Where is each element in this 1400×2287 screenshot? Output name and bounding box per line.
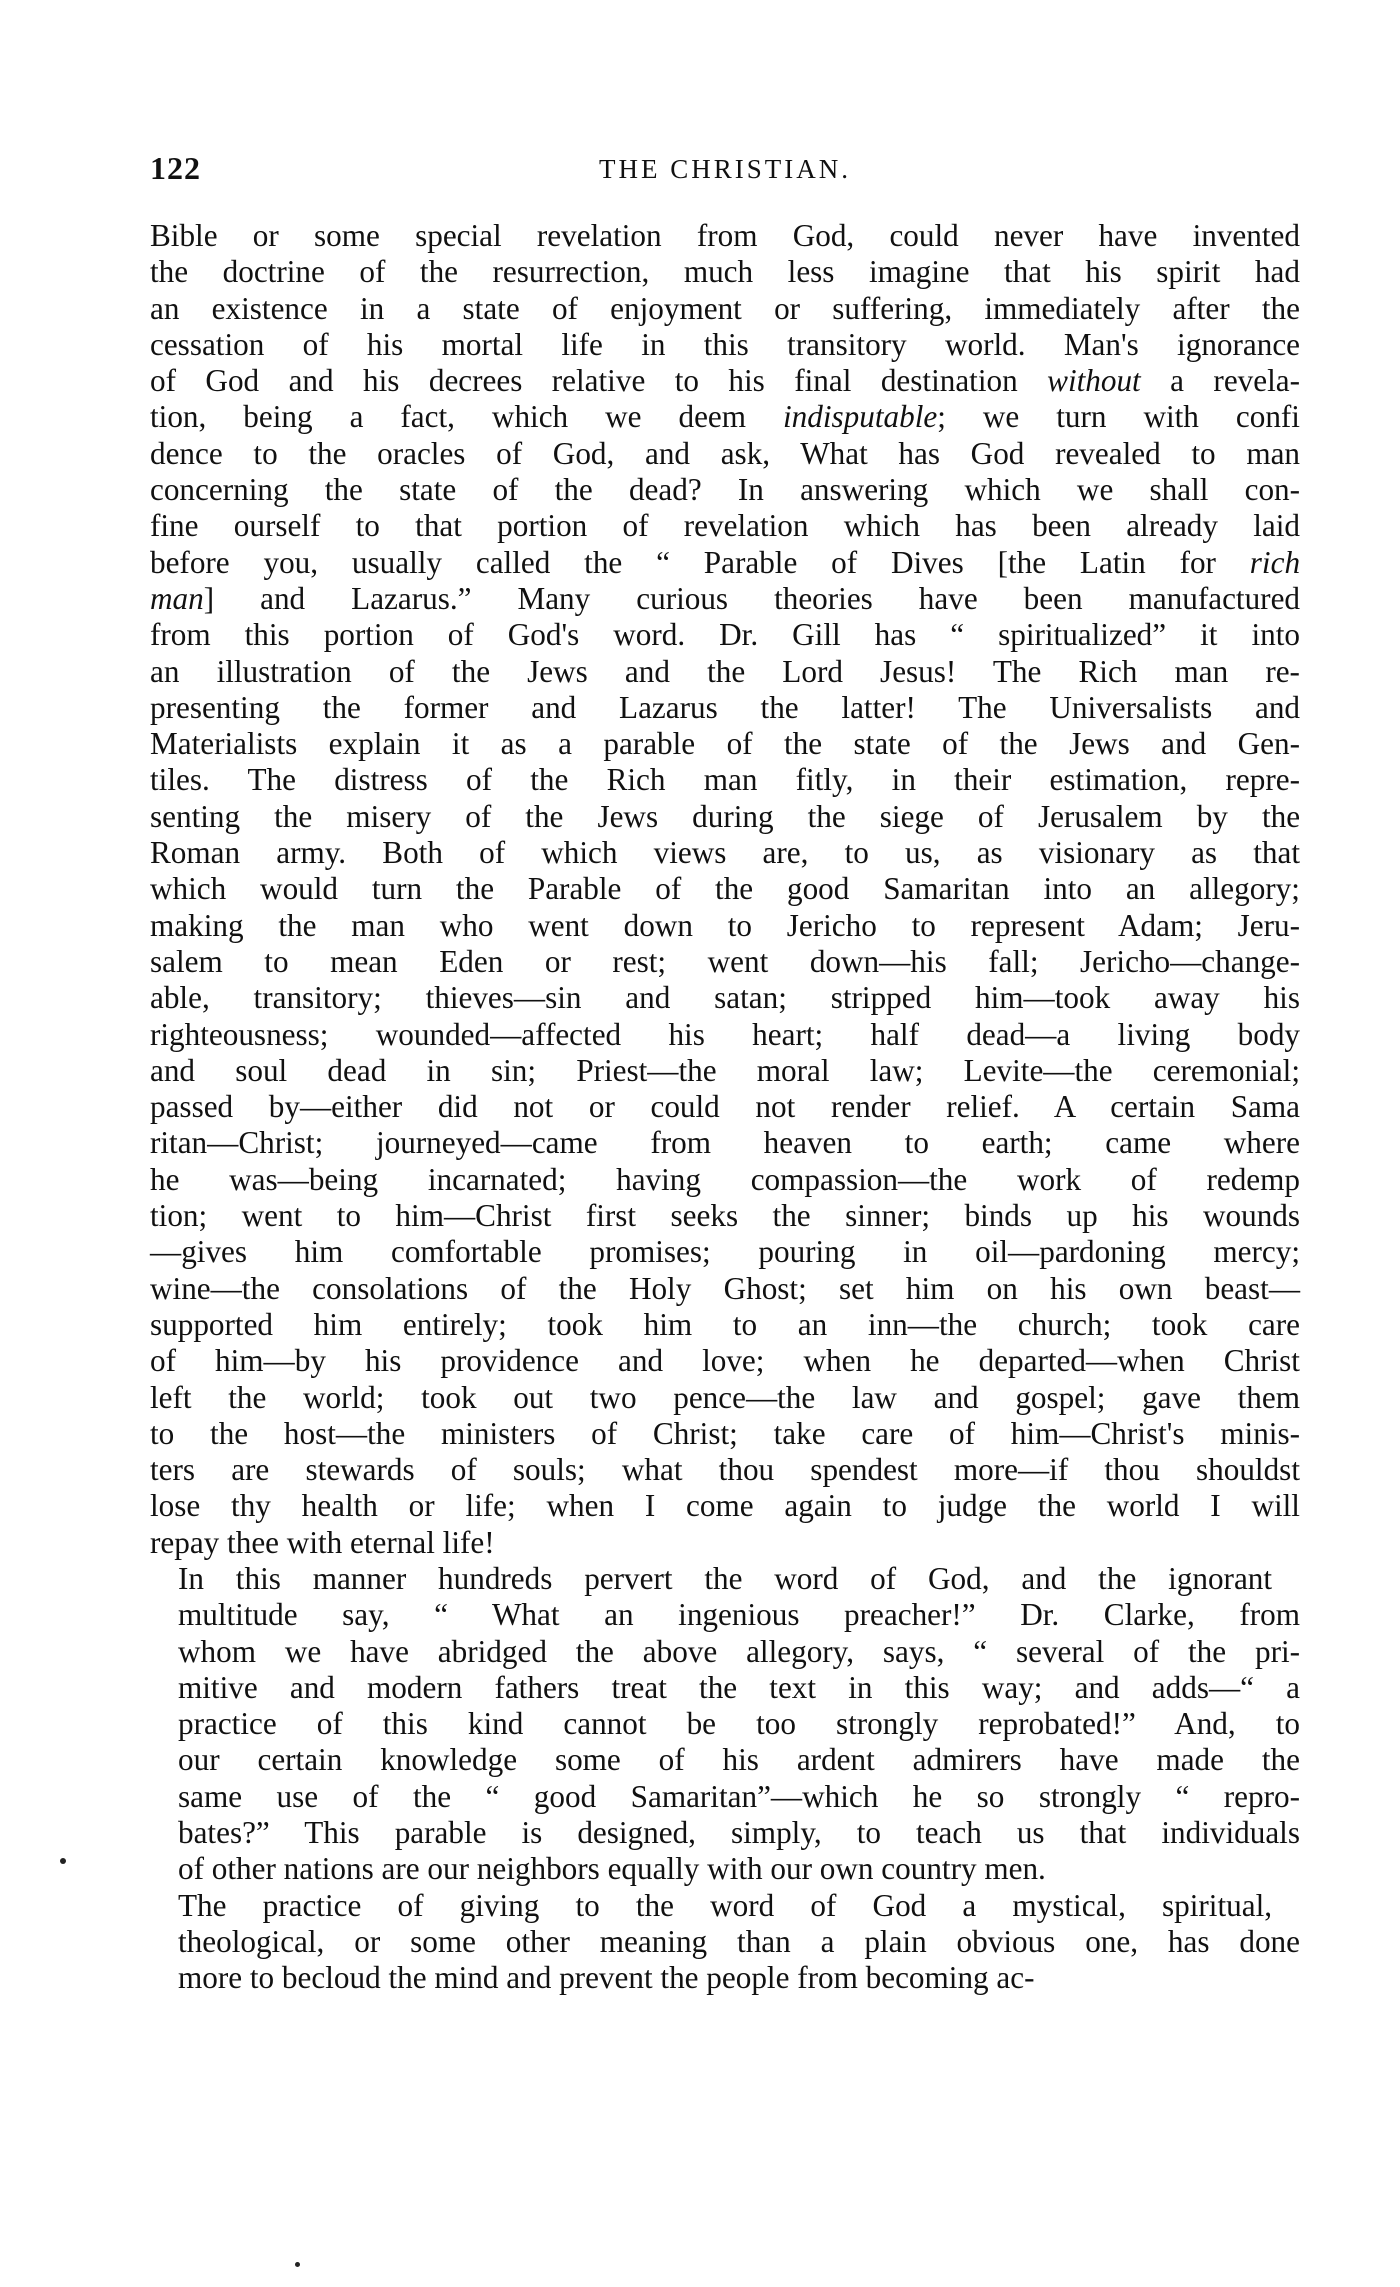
running-title: THE CHRISTIAN.: [599, 154, 851, 184]
text-line: theological, or some other meaning than a plain obvious one, has done: [178, 1923, 1300, 1959]
text-line: he was—being incarnated; having compassion—the work of redemp: [150, 1161, 1300, 1197]
text-line: tion, being a fact, which we deem indisputable; we turn with confi: [150, 399, 1300, 435]
body-text: [150, 218, 1300, 1997]
text-line: —gives him comfortable promises; pouring in oil—pardoning mercy;: [150, 1234, 1301, 1270]
text-line: ters are stewards of souls; what thou spendest more—if thou shouldst: [150, 1452, 1300, 1488]
text-line: tiles. The distress of the Rich man fitly, in their estimation, repre-: [150, 762, 1300, 798]
text-line: tion; went to him—Christ first seeks the sinner; binds up his wounds: [150, 1198, 1301, 1234]
text-line: of him—by his providence and love; when he departed—when Christ: [150, 1343, 1300, 1379]
text-line: In this manner hundreds pervert the word of God, and the ignorant: [178, 1560, 1273, 1596]
text-line: and soul dead in sin; Priest—the moral law; Levite—the ceremonial;: [150, 1052, 1300, 1088]
text-line: able, transitory; thieves—sin and satan; stripped him—took away his: [150, 980, 1300, 1016]
text-line: multitude say, “ What an ingenious preacher!” Dr. Clarke, from: [178, 1597, 1300, 1633]
margin-mark: [60, 1858, 66, 1864]
text-line: making the man who went down to Jericho to represent Adam; Jeru-: [150, 907, 1301, 943]
text-line: an illustration of the Jews and the Lord Jesus! The Rich man re-: [150, 653, 1300, 689]
text-line: Materialists explain it as a parable of the state of the Jews and Gen-: [150, 726, 1300, 762]
text-line: The practice of giving to the word of God a mystical, spiritual,: [178, 1887, 1273, 1923]
text-line: salem to mean Eden or rest; went down—his fall; Jericho—change-: [150, 943, 1300, 979]
text-line: passed by—either did not or could not render relief. A certain Sama: [150, 1089, 1300, 1125]
text-line: left the world; took out two pence—the law and gospel; gave them: [150, 1379, 1300, 1415]
text-line: repay thee with eternal life!: [150, 1524, 495, 1560]
text-line: presenting the former and Lazarus the latter! The Universalists and: [150, 689, 1301, 725]
text-line: senting the misery of the Jews during the siege of Jerusalem by the: [150, 798, 1301, 834]
text-line: Bible or some special revelation from God, could never have invented: [150, 218, 1300, 253]
page-number: 122: [150, 150, 201, 186]
text-line: same use of the “ good Samaritan”—which he so strongly “ repro-: [178, 1778, 1300, 1814]
text-line: to the host—the ministers of Christ; take care of him—Christ's minis-: [150, 1415, 1300, 1451]
text-line: cessation of his mortal life in this transitory world. Man's ignorance: [150, 326, 1301, 362]
text-line: ritan—Christ; journeyed—came from heaven to earth; came where: [150, 1125, 1300, 1161]
text-line: lose thy health or life; when I come again to judge the world I will: [150, 1488, 1300, 1524]
book-page: [150, 150, 1300, 1997]
paragraph: [150, 1888, 1300, 1997]
text-line: dence to the oracles of God, and ask, What has God revealed to man: [150, 435, 1301, 471]
text-line: wine—the consolations of the Holy Ghost; set him on his own beast—: [150, 1270, 1301, 1306]
margin-mark-bottom: [295, 2262, 300, 2267]
text-line: the doctrine of the resurrection, much less imagine that his spirit had: [150, 254, 1300, 290]
paragraph: [150, 1561, 1300, 1888]
text-line: our certain knowledge some of his ardent admirers have made the: [178, 1742, 1300, 1778]
text-line: before you, usually called the “ Parable of Dives [the Latin for rich: [150, 544, 1301, 580]
text-line: Roman army. Both of which views are, to us, as visionary as that: [150, 835, 1301, 871]
running-head: [150, 150, 1300, 196]
text-line: righteousness; wounded—affected his heart; half dead—a living body: [150, 1016, 1301, 1052]
text-line: practice of this kind cannot be too strongly reprobated!” And, to: [178, 1706, 1300, 1742]
text-line: an existence in a state of enjoyment or suffering, immediately after the: [150, 290, 1300, 326]
text-line: of other nations are our neighbors equally with our own country men.: [178, 1851, 1046, 1887]
text-line: of God and his decrees relative to his final destination without a revela-: [150, 363, 1300, 399]
text-line: bates?” This parable is designed, simply, to teach us that individuals: [178, 1815, 1300, 1851]
text-line: mitive and modern fathers treat the text in this way; and adds—“ a: [178, 1669, 1301, 1705]
text-line: whom we have abridged the above allegory, says, “ several of the pri-: [178, 1633, 1301, 1669]
text-line: more to becloud the mind and prevent the people from becoming ac-: [178, 1960, 1035, 1996]
text-line: man] and Lazarus.” Many curious theories have been manufactured: [150, 580, 1301, 616]
text-line: supported him entirely; took him to an inn—the church; took care: [150, 1306, 1300, 1342]
text-line: which would turn the Parable of the good Samaritan into an allegory;: [150, 871, 1300, 907]
text-line: from this portion of God's word. Dr. Gill has “ spiritualized” it into: [150, 617, 1300, 653]
text-line: fine ourself to that portion of revelation which has been already laid: [150, 508, 1301, 544]
text-line: concerning the state of the dead? In answering which we shall con-: [150, 472, 1301, 508]
paragraph: [150, 218, 1300, 1561]
